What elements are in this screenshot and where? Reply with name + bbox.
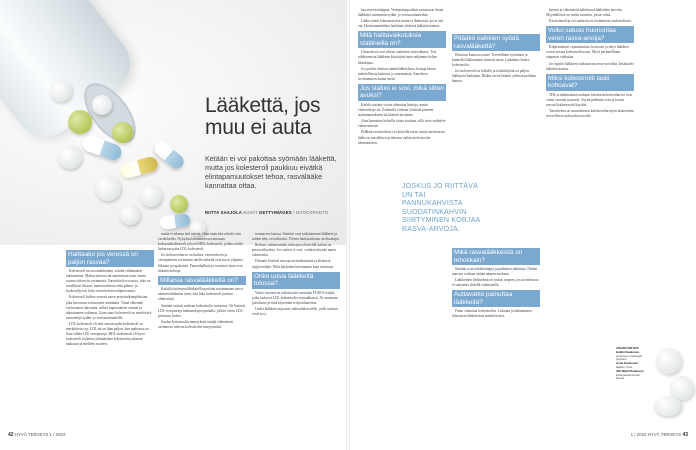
- right-column-3: [546, 8, 634, 338]
- right-column-2-bottom: [452, 246, 540, 430]
- left-folio: [8, 432, 65, 438]
- pill: [112, 122, 133, 143]
- paragraph: Viime vuosina on tutkittu niin sanottuja PCSK9-estäjiä, jotka laskevat LDL-kolesterolia voimakkaasti. Ne annetaan pistoksina ja niitä käytetään erityistilanteissa.: [252, 290, 338, 305]
- subheading: Haittaako jos veressä on paljon rasvaa?: [66, 250, 154, 267]
- expert-role: kehitysasiantuntija, Fimea: [616, 372, 641, 381]
- paragraph: THL:n tutkimuksen mukaan väestön kolesteroliarvot ovat viime vuosina nousseet. Syynä pidetään voin ja kovan rasvan lisääntynyttä käyttöä.: [546, 92, 633, 107]
- pill: [170, 195, 188, 213]
- paragraph: Pelkkää ruokavaliota voi kokeilla ensin, mutta tarvittaessa lääke on turvallinen ja tehokas valinta kolesterolin alentamiseen.: [358, 130, 445, 145]
- pill: [68, 110, 92, 134]
- paragraph: mutta ei aiheuta heti oireita. Oma tautiriski selviää vain verikokeella. Nykyään laboratoriossa mitataan kokonaiskolesteroli ja hyvä HDL-kolesteroli, joiden avulla lasketaan paha LDL-kolesteroli.: [158, 232, 243, 252]
- expert-role: professori, Helsingin yliopisto: [616, 353, 643, 362]
- left-page: [0, 0, 346, 450]
- paragraph: Jos epäilet lääkkeen vaikuttavan rasva-arvoihin, keskustele lääkärin kanssa.: [546, 61, 634, 71]
- subheading: Mikä rasvalääkkeistä on tehokkain?: [452, 248, 540, 265]
- page-number: 43: [682, 432, 688, 438]
- paragraph: Lihasvaivat ovat yleisin statiinien sivuvaikutus. Tosi tulehtuneista lääkkeen käyttäjistä noin neljännes kokee lihaskipua.: [358, 50, 437, 65]
- expert-name: Heikki Kaukonen: [616, 349, 640, 354]
- pill: [92, 95, 112, 115]
- subheading: Miksi kolesterolit laski kohoavat?: [546, 74, 634, 91]
- paragraph: Kasvistanoleja voi saada myös luontaisesti ruokavaliosta.: [549, 19, 632, 24]
- paragraph: Lääkkeiden yhdistelmä on joskus tarpeen, jos tavoitetasoa ei saavuteta yhdellä valmisteella.: [452, 278, 539, 288]
- byline-author: RIITTA SAAJOLA: [205, 210, 242, 215]
- subheading: Mitä haittavaikutuksia statiineilla on?: [358, 31, 446, 48]
- paragraph: Aina kannattaa kokeilla toista statiinia, sillä sieto vaihtelee valmisteittain.: [358, 119, 446, 129]
- magazine-name: HYVÄ TERVEYS: [14, 432, 49, 437]
- paragraph: Jos kolesteroli on koholla ja riskitekijöitä on paljon, lääkitystä harkitaan. Riskin arvioi lääkäri yhdessä potilaan kanssa.: [452, 69, 536, 84]
- article-lede: Ketään ei voi pakottaa syömään lääkettä, mutta jos kolesteroli paukkuu eivätkä elintapamuutokset tehoa, rasvalääke kannattaa ottaa.: [205, 154, 337, 190]
- subheading: Onko uusia lääkkeitä tulossa?: [252, 272, 340, 289]
- paragraph: Kaikki statiinit voivat aiheuttaa haittoja, mutta vaihtoehtoja on. Ezetimibi voidaan yhdistää pieneen statiiniannokseen tai käyttää yksinään.: [358, 102, 434, 118]
- subheading: Auttavatko painuttaa lääkkeitä?: [452, 290, 540, 307]
- pill: [120, 205, 140, 225]
- paragraph: Jos kolesteroliarvo on korkea, verensokerin ja verenpaineen arvioinnin ohella tärkeitä ovat myös ylipaino, liikunta ja tupakointi. Painonhallinta ja ravinnon laatu ovat tärkeitä keinoja.: [158, 253, 244, 273]
- capsule: [159, 213, 191, 230]
- subheading: Pitääkö kaikkien syödä rasvalääkettä?: [452, 34, 540, 51]
- paragraph: seuraavien kanssa. Statiinit ovat tutkituimmat lääkkeet ja niiden teho on todistettu. Yleisin haittavaikutus on lihaskipu.: [252, 232, 340, 242]
- paragraph: Kilpirauhasen vajaatoiminta, kortisoni ja tietyt lääkkeet voivat nostaa kolesteroliarvoja. Myös perinnöllinen taipumus vaikuttaa.: [546, 45, 629, 60]
- subheading: Millaisia rasvalääkkeitä on?: [158, 276, 246, 286]
- expert-name: Anne Kaunonen: [616, 361, 639, 366]
- paragraph: Statiinit estävät maksan kolesterolin tuotantoa. Ne lisäävät LDL-reseptoreja maksasolujen pinnalla, jolloin veren LDL-pitoisuus laskee.: [158, 303, 246, 318]
- credit-label: ASIANTUNTIJAT: [616, 346, 639, 350]
- expert-role: lääkäri, Oulu: [616, 364, 633, 369]
- pill: [656, 348, 682, 374]
- byline-photo-prefix: KUVAT: [243, 210, 258, 215]
- right-column-2-top: [452, 32, 540, 180]
- pill: [58, 145, 82, 169]
- paragraph: Lääke toimii laboratoriossa mutta ei ihmisessä, jos ei sitä ota. Hoitosuunnitelma laaditaan yhdessä lääkärin kanssa.: [358, 19, 444, 29]
- pill: [50, 80, 72, 102]
- left-column-3: [252, 232, 340, 430]
- issue-number: 1 / 2022: [49, 432, 66, 437]
- expert-credit: [616, 347, 646, 381]
- paragraph: Kaikilla kolesterolilääkkeillä pyritään muuttamaan rasva-aineenvaihduntaa siten, että liika kolesteroli poistuu elimistöstä.: [158, 287, 244, 302]
- paragraph: kaa aivoveritulppaa. Verenpainepotilaat sairastuvat ilman lääkkeitä useammin sydän- ja verisuonitauteihin.: [358, 8, 444, 18]
- paragraph: Elintavat kuntoon ensin! Terveellinen syöminen ja kunnolla liikkuminen riittävät usein. Laihdutus laskee kolesterolia.: [452, 53, 530, 68]
- paragraph: Paino vaikuttaa kolesteroliin. Liikunta ja laihtuminen tehostavat lääkehoitoa merkittävästi.: [452, 309, 532, 319]
- paragraph: Statiinit ovat tehokkaimpia ja parhaiten tutkittuja. Niiden annosta voidaan säätää tarpeen mukaan.: [452, 267, 538, 277]
- paragraph: Uudet lääkkeet tarjoavat vaihtoehdon niille, joille statiinit eivät sovi.: [252, 306, 338, 317]
- paragraph: Jos potilas aloittaa statiinilääkityksen, hoitaja kertoo mahdollisista haitoista ja seurannasta. Annoksen sovittaminen auttaa usein.: [358, 66, 437, 81]
- issue-number: 1 / 2022: [630, 432, 647, 437]
- article-headline: Lääkettä, jos muu ei auta: [205, 94, 321, 139]
- paragraph: Tavoitteena on suomalaisten kolesteroliarvojen laskeminen terveellisen ruokavalion avulla.: [546, 109, 634, 119]
- paragraph: LDL-kolesteroli eli niin sanottu paha kolesteroli on merkittävin syy. LDL:ää on liian paljon, kun maksassa on liian vähän LDL-reseptoreja. HDL-kolesteroli eli hyvä kolesteroli kuljettaa ylimääräistä kolesterolia takaisin maksaan ja edelleen suoleen.: [66, 321, 150, 347]
- subheading: Jos statiini ei sovi, mikä sitten avuksi?: [358, 84, 446, 101]
- pill: [654, 396, 682, 416]
- pull-quote: JOSKUS JO RIITTÄVÄ UN TAI PANNUKAHVISTA SUODATINKAHVIN SIIRTYMINEN KORJAA RASVA-ARVOJA.: [402, 183, 481, 233]
- expert-name: Veli-Matti Pietarinen: [616, 368, 644, 373]
- paragraph: Reilusti valtimotaudin riskirajan ylittävillä statiini on perusvaihtoehto. Jos statiini ei sovi, voidaan käyttää muita valmisteita.: [252, 243, 336, 258]
- pill: [95, 175, 121, 201]
- pill: [140, 185, 162, 207]
- pills-photo: [652, 340, 696, 425]
- right-folio: [631, 432, 688, 438]
- magazine-name: HYVÄ TERVEYS: [647, 432, 682, 437]
- paragraph: Kolesteroli kulkee veressä rasva-proteiinikompleksina, joka kerrostuu verisuonten seinämiin. Tämä vähentää verisuonten tilavuutta, sulkee kapeutuneen suonen ja ahtautuneen valtimon. Liian suuri kolesteroli on merkittävä vaaratekijä sydän- ja verisuonitaudeille.: [66, 295, 152, 320]
- byline: [205, 210, 345, 215]
- byline-photo-suffix: / ISTOCKPHOTO: [293, 210, 329, 215]
- left-column-1: [66, 248, 154, 430]
- page-number: 42: [8, 432, 14, 438]
- subheading: Voiko satuas huononlaa veren rasva-arvoja?: [546, 26, 634, 43]
- left-column-2: [158, 232, 246, 430]
- byline-photo: GETTYIMAGES: [259, 210, 292, 215]
- paragraph: keemit ja vähentävät tutkittuna lääkkeiden tarvetta. Myymälöissä on useita tuotteita, joista valita.: [546, 8, 623, 18]
- paragraph: Fibraatit lisäävät rasvoja ravintokuituina ja alentavat triglyseridejä. Niitä käytetään harvemmin kuin statiineja.: [252, 259, 334, 269]
- paragraph: Suolen kolesterolin imeytyksen estäjät vähentävät ravinnosta tulevan kolesterolin imeytymistä.: [158, 319, 233, 329]
- capsule: [119, 155, 160, 179]
- paragraph: Kolesteroli on rasvankaltainen, solulle välttämätön rakenneaine. Maksa tuottaa sitä suurimman osan, mutta osansa sitä myös ravinnosta. Varsinkin kova rasva, joka on tavallisesti lihassa, maitotuotteissa sekä palmu- ja kookosöljyssä, lisää veren kolesterolipitoisuutta.: [66, 269, 151, 294]
